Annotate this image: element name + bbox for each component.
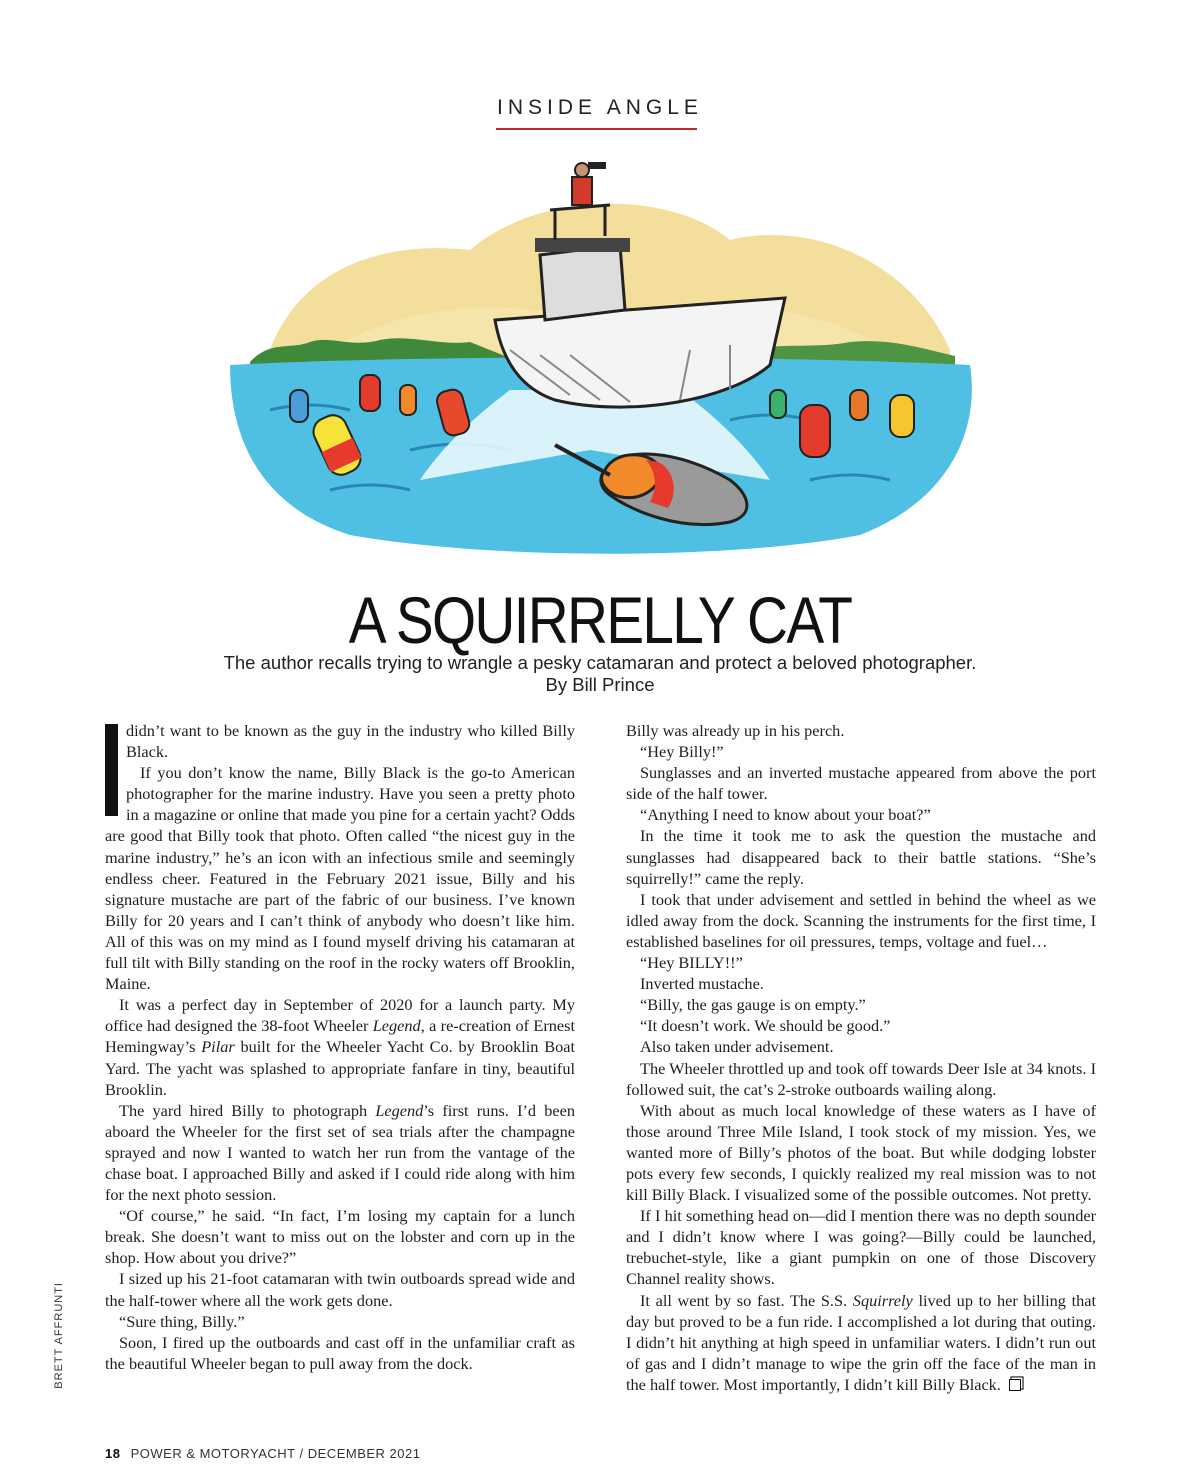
article-column-right [626, 720, 1096, 1395]
paragraph: “Billy, the gas gauge is on empty.” [640, 995, 866, 1015]
paragraph: “Of course,” he said. “In fact, I’m losing my captain for a lunch break. She doesn’t want to miss out on the lobster and corn up in the shop. How about you drive?” [105, 1206, 575, 1268]
paragraph: Also taken under advisement. [640, 1037, 834, 1057]
photographer-head [575, 163, 589, 177]
half-tower [540, 245, 625, 320]
paragraph: Billy was already up in his perch. [626, 721, 845, 740]
section-accent-rule [496, 128, 697, 130]
tower-top [535, 238, 630, 252]
paragraph: If you don’t know the name, Billy Black is the go-to American photographer for the marine industry. Have you seen a pretty photo in a magazine or online that made you pine for a certain yacht? Odds are good that Billy took that photo. Often called “the nicest guy in the marine industry,” he’s an icon with an infectious smile and seemingly endless cheer. Featured in the February 2021 issue, Billy and his signature mustache are part of the fabric of our business. I’ve known Billy for 20 years and I can’t think of anybody who doesn’t like him. All of this was on my mind as I found myself driving his catamaran at full tilt with Billy standing on the roof in the rocky waters off Brooklin, Maine. [105, 763, 575, 994]
article-headline: A SQUIRRELLY CAT [348, 583, 852, 657]
photographer-body [572, 177, 592, 205]
section-label: INSIDE ANGLE [497, 96, 703, 119]
footer-separator: / [299, 1446, 304, 1461]
paragraph: Sunglasses and an inverted mustache appeared from above the port side of the half tower. [626, 763, 1096, 804]
camera-lens [588, 162, 606, 169]
publication-name: POWER & MOTORYACHT [130, 1446, 296, 1461]
paragraph: It all went by so fast. The S.S. Squirrely lived up to her billing that day but proved to be a fun ride. I accomplished a lot during that outing. I didn’t hit anything at high speed in unfamiliar waters. I didn’t run out of gas and I didn’t manage to wipe the grin off the face of the man in the half tower. Most importantly, I didn’t kill Billy Black. [626, 1290, 1096, 1394]
paragraph: “Hey BILLY!!” [640, 953, 743, 973]
paragraph: I took that under advisement and settled in behind the wheel as we idled away from the dock. Scanning the instruments for the first time, I established baselines for oil pressures, temps, voltage and fuel… [626, 889, 1096, 951]
drop-cap-i [105, 724, 118, 816]
paragraph: The Wheeler throttled up and took off towards Deer Isle at 34 knots. I followed suit, the cat’s 2-stroke outboards wailing along. [626, 1058, 1096, 1099]
paragraph: In the time it took me to ask the question the mustache and sunglasses had disappeared back to their battle stations. “She’s squirrelly!” came the reply. [626, 826, 1096, 888]
paragraph: “Hey Billy!” [640, 742, 724, 762]
article-column-left [105, 720, 575, 1374]
paragraph: With about as much local knowledge of these waters as I have of those around Three Mile Island, I took stock of my mission. Yes, we wanted more of Billy’s photos of the boat. But while dodging lobster pots every few seconds, I quickly realized my real mission was to not kill Billy Black. I visualized some of the possible outcomes. Not pretty. [626, 1100, 1096, 1205]
article-dek: The author recalls trying to wrangle a pesky catamaran and protect a beloved photographer. [223, 652, 977, 673]
paragraph: “Sure thing, Billy.” [119, 1311, 245, 1331]
boat-illustration [210, 150, 990, 560]
photo-credit: BRETT AFFRUNTI [53, 1282, 65, 1389]
paragraph: Inverted mustache. [640, 974, 764, 994]
article-byline: By Bill Prince [545, 674, 655, 695]
issue-date: DECEMBER 2021 [307, 1446, 421, 1461]
end-mark-icon [1009, 1379, 1021, 1391]
page-footer [105, 1446, 420, 1461]
paragraph: I sized up his 21-foot catamaran with twin outboards spread wide and the half-tower where all the work gets done. [105, 1269, 575, 1310]
paragraph: It was a perfect day in September of 2020 for a launch party. My office had designed the 38-foot Wheeler Legend, a re-creation of Ernest Hemingway’s Pilar built for the Wheeler Yacht Co. by Brooklin Boat Yard. The yacht was splashed to appropriate fanfare in tiny, beautiful Brooklin. [105, 995, 575, 1099]
page-number: 18 [105, 1446, 121, 1461]
paragraph: If I hit something head on—did I mention there was no depth sounder and I didn’t know where I was going?—Billy could be launched, trebuchet-style, like a giant pumpkin on one of those Discovery Channel reality shows. [626, 1206, 1096, 1289]
paragraph: “It doesn’t work. We should be good.” [640, 1016, 891, 1036]
paragraph: The yard hired Billy to photograph Legend’s first runs. I’d been aboard the Wheeler for the first set of sea trials after the champagne sprayed and now I wanted to watch her run from the vantage of the chase boat. I approached Billy and asked if I could ride along with him for the next photo session. [105, 1100, 575, 1205]
paragraph: didn’t want to be known as the guy in the industry who killed Billy Black. [105, 720, 575, 762]
paragraph: “Anything I need to know about your boat?” [640, 805, 931, 825]
paragraph: Soon, I fired up the outboards and cast off in the unfamiliar craft as the beautiful Wheeler began to pull away from the dock. [105, 1332, 575, 1373]
